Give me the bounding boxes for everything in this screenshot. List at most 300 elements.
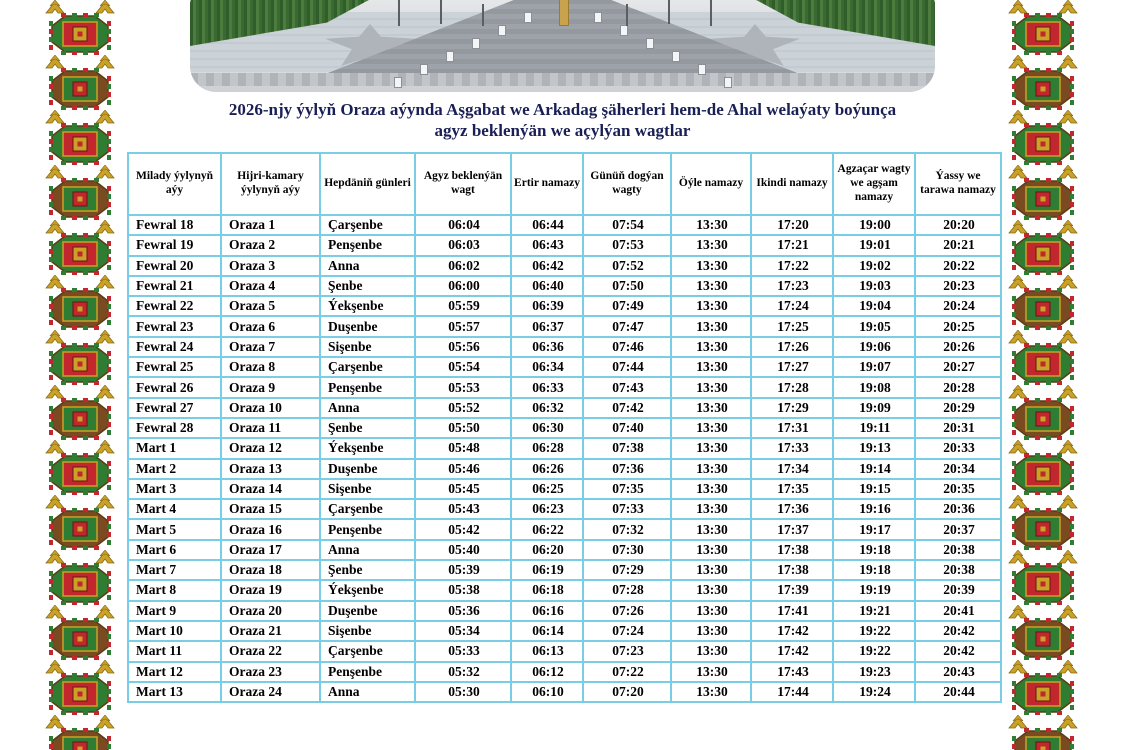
time-cell: 20:31 (915, 418, 1001, 438)
label-cell: Anna (320, 256, 415, 276)
carpet-chevron-pair (1008, 330, 1078, 344)
carpet-chevron-icon (95, 715, 115, 729)
carpet-chevron-pair (1008, 55, 1078, 69)
table-row (128, 377, 1001, 397)
time-cell: 06:42 (511, 256, 583, 276)
col-header-5: Günüň dogýan wagty (583, 153, 671, 215)
time-cell: 19:02 (833, 256, 915, 276)
carpet-chevron-icon (45, 0, 65, 14)
label-cell: Oraza 21 (221, 621, 320, 641)
label-cell: Fewral 26 (128, 377, 221, 397)
carpet-chevron-icon (95, 110, 115, 124)
time-cell: 13:30 (671, 377, 751, 397)
time-cell: 20:33 (915, 438, 1001, 458)
label-cell: Oraza 17 (221, 540, 320, 560)
carpet-border-unit (45, 165, 115, 220)
walkway-marker-post (724, 77, 732, 88)
time-cell: 20:37 (915, 519, 1001, 539)
label-cell: Fewral 28 (128, 418, 221, 438)
carpet-chevron-icon (95, 495, 115, 509)
carpet-chevron-icon (1008, 110, 1028, 124)
time-cell: 17:39 (751, 580, 833, 600)
label-cell: Fewral 19 (128, 235, 221, 255)
time-cell: 13:30 (671, 621, 751, 641)
carpet-chevron-pair (45, 440, 115, 454)
label-cell: Oraza 11 (221, 418, 320, 438)
label-cell: Oraza 23 (221, 662, 320, 682)
label-cell: Oraza 14 (221, 479, 320, 499)
lamp-pole (398, 0, 400, 26)
time-cell: 05:38 (415, 580, 511, 600)
carpet-border-unit (45, 220, 115, 275)
time-cell: 06:25 (511, 479, 583, 499)
pavement-apron (190, 86, 935, 92)
carpet-chevron-icon (1058, 715, 1078, 729)
time-cell: 13:30 (671, 256, 751, 276)
label-cell: Mart 5 (128, 519, 221, 539)
carpet-chevron-icon (1008, 660, 1028, 674)
carpet-chevron-pair (45, 220, 115, 234)
time-cell: 06:02 (415, 256, 511, 276)
table-row (128, 235, 1001, 255)
carpet-gul-medallion (49, 453, 111, 495)
time-cell: 05:46 (415, 459, 511, 479)
carpet-border-unit (45, 385, 115, 440)
time-cell: 19:05 (833, 316, 915, 336)
table-row (128, 662, 1001, 682)
label-cell: Fewral 18 (128, 215, 221, 235)
col-header-9: Ýassy we tarawa namazy (915, 153, 1001, 215)
page-title-line1: 2026-njy ýylyň Oraza aýynda Aşgabat we Arkadag şäherleri hem-de Ahal welaýaty boýunça (228, 100, 897, 119)
carpet-border-unit (1008, 385, 1078, 440)
carpet-gul-medallion (49, 508, 111, 550)
time-cell: 06:28 (511, 438, 583, 458)
carpet-border-unit (45, 330, 115, 385)
carpet-border-unit (45, 55, 115, 110)
time-cell: 05:48 (415, 438, 511, 458)
time-cell: 06:18 (511, 580, 583, 600)
time-cell: 07:38 (583, 438, 671, 458)
time-cell: 20:42 (915, 621, 1001, 641)
time-cell: 20:22 (915, 256, 1001, 276)
table-row (128, 499, 1001, 519)
time-cell: 13:30 (671, 580, 751, 600)
time-cell: 13:30 (671, 418, 751, 438)
walkway-marker-post (420, 64, 428, 75)
table-row (128, 276, 1001, 296)
time-cell: 07:52 (583, 256, 671, 276)
time-cell: 05:54 (415, 357, 511, 377)
time-cell: 13:30 (671, 316, 751, 336)
time-cell: 13:30 (671, 560, 751, 580)
time-cell: 05:52 (415, 398, 511, 418)
time-cell: 20:20 (915, 215, 1001, 235)
label-cell: Mart 4 (128, 499, 221, 519)
time-cell: 20:23 (915, 276, 1001, 296)
carpet-gul-medallion (1012, 618, 1074, 660)
carpet-gul-medallion (49, 13, 111, 55)
time-cell: 20:42 (915, 641, 1001, 661)
time-cell: 19:11 (833, 418, 915, 438)
carpet-chevron-icon (45, 275, 65, 289)
time-cell: 19:18 (833, 540, 915, 560)
time-cell: 17:27 (751, 357, 833, 377)
carpet-border-unit (1008, 495, 1078, 550)
time-cell: 07:47 (583, 316, 671, 336)
time-cell: 05:30 (415, 682, 511, 702)
time-cell: 06:12 (511, 662, 583, 682)
carpet-chevron-pair (45, 275, 115, 289)
carpet-chevron-pair (45, 385, 115, 399)
carpet-border-unit (45, 605, 115, 660)
time-cell: 20:41 (915, 601, 1001, 621)
time-cell: 19:24 (833, 682, 915, 702)
carpet-border-unit (45, 275, 115, 330)
time-cell: 06:44 (511, 215, 583, 235)
carpet-gul-medallion (1012, 673, 1074, 715)
time-cell: 07:22 (583, 662, 671, 682)
time-cell: 07:54 (583, 215, 671, 235)
carpet-chevron-icon (95, 55, 115, 69)
label-cell: Oraza 2 (221, 235, 320, 255)
carpet-chevron-icon (95, 275, 115, 289)
time-cell: 05:53 (415, 377, 511, 397)
label-cell: Oraza 18 (221, 560, 320, 580)
carpet-chevron-icon (95, 550, 115, 564)
carpet-chevron-icon (95, 165, 115, 179)
table-row (128, 357, 1001, 377)
carpet-chevron-icon (45, 440, 65, 454)
time-cell: 19:04 (833, 296, 915, 316)
label-cell: Mart 9 (128, 601, 221, 621)
time-cell: 17:37 (751, 519, 833, 539)
carpet-gul-medallion (49, 123, 111, 165)
label-cell: Fewral 24 (128, 337, 221, 357)
carpet-chevron-icon (45, 495, 65, 509)
carpet-chevron-pair (45, 495, 115, 509)
carpet-border-unit (45, 715, 115, 750)
time-cell: 05:36 (415, 601, 511, 621)
carpet-gul-medallion (1012, 233, 1074, 275)
walkway-marker-post (620, 25, 628, 36)
time-cell: 19:13 (833, 438, 915, 458)
time-cell: 07:23 (583, 641, 671, 661)
time-cell: 06:30 (511, 418, 583, 438)
time-cell: 17:38 (751, 560, 833, 580)
carpet-gul-medallion (49, 563, 111, 605)
time-cell: 19:21 (833, 601, 915, 621)
carpet-chevron-icon (1058, 0, 1078, 14)
time-cell: 06:10 (511, 682, 583, 702)
time-cell: 05:42 (415, 519, 511, 539)
carpet-chevron-icon (95, 385, 115, 399)
table-row (128, 540, 1001, 560)
time-cell: 19:03 (833, 276, 915, 296)
time-cell: 13:30 (671, 357, 751, 377)
time-cell: 19:17 (833, 519, 915, 539)
lamp-pole (626, 4, 628, 26)
carpet-chevron-icon (1008, 330, 1028, 344)
time-cell: 19:16 (833, 499, 915, 519)
carpet-chevron-icon (45, 110, 65, 124)
carpet-chevron-icon (95, 330, 115, 344)
time-cell: 07:46 (583, 337, 671, 357)
carpet-chevron-icon (45, 330, 65, 344)
carpet-chevron-icon (45, 715, 65, 729)
label-cell: Penşenbe (320, 519, 415, 539)
time-cell: 07:30 (583, 540, 671, 560)
time-cell: 07:50 (583, 276, 671, 296)
time-cell: 19:19 (833, 580, 915, 600)
carpet-chevron-icon (1008, 275, 1028, 289)
table-row (128, 580, 1001, 600)
carpet-gul-medallion (1012, 68, 1074, 110)
table-row (128, 601, 1001, 621)
carpet-border-unit (1008, 660, 1078, 715)
time-cell: 17:24 (751, 296, 833, 316)
time-cell: 07:32 (583, 519, 671, 539)
time-cell: 17:31 (751, 418, 833, 438)
carpet-chevron-icon (1058, 165, 1078, 179)
label-cell: Mart 13 (128, 682, 221, 702)
time-cell: 13:30 (671, 296, 751, 316)
time-cell: 20:21 (915, 235, 1001, 255)
carpet-border-unit (1008, 165, 1078, 220)
table-row (128, 256, 1001, 276)
time-cell: 17:35 (751, 479, 833, 499)
time-cell: 13:30 (671, 459, 751, 479)
label-cell: Mart 7 (128, 560, 221, 580)
carpet-chevron-icon (1008, 55, 1028, 69)
carpet-border-unit (45, 660, 115, 715)
time-cell: 17:21 (751, 235, 833, 255)
label-cell: Oraza 12 (221, 438, 320, 458)
carpet-border-unit (1008, 550, 1078, 605)
time-cell: 13:30 (671, 601, 751, 621)
table-row (128, 641, 1001, 661)
carpet-gul-medallion (1012, 13, 1074, 55)
table-row (128, 519, 1001, 539)
carpet-chevron-icon (45, 385, 65, 399)
walkway-marker-post (698, 64, 706, 75)
carpet-chevron-pair (1008, 440, 1078, 454)
carpet-chevron-icon (45, 165, 65, 179)
carpet-chevron-pair (1008, 275, 1078, 289)
label-cell: Oraza 1 (221, 215, 320, 235)
carpet-chevron-pair (45, 660, 115, 674)
time-cell: 07:28 (583, 580, 671, 600)
label-cell: Oraza 7 (221, 337, 320, 357)
carpet-gul-medallion (49, 288, 111, 330)
time-cell: 07:26 (583, 601, 671, 621)
carpet-gul-medallion (49, 178, 111, 220)
time-cell: 06:16 (511, 601, 583, 621)
carpet-gul-medallion (1012, 563, 1074, 605)
label-cell: Duşenbe (320, 459, 415, 479)
carpet-chevron-icon (1008, 550, 1028, 564)
lamp-pole (668, 0, 670, 24)
label-cell: Oraza 19 (221, 580, 320, 600)
label-cell: Ýekşenbe (320, 580, 415, 600)
carpet-gul-medallion (49, 728, 111, 750)
table-row (128, 459, 1001, 479)
time-cell: 05:56 (415, 337, 511, 357)
time-cell: 13:30 (671, 540, 751, 560)
label-cell: Fewral 27 (128, 398, 221, 418)
carpet-gul-medallion (1012, 178, 1074, 220)
time-cell: 17:20 (751, 215, 833, 235)
carpet-border-unit (1008, 330, 1078, 385)
time-cell: 06:20 (511, 540, 583, 560)
carpet-chevron-pair (45, 715, 115, 729)
label-cell: Oraza 4 (221, 276, 320, 296)
lamp-pole (710, 0, 712, 26)
carpet-border-unit (1008, 715, 1078, 750)
label-cell: Penşenbe (320, 662, 415, 682)
time-cell: 20:35 (915, 479, 1001, 499)
carpet-gul-medallion (1012, 123, 1074, 165)
time-cell: 06:26 (511, 459, 583, 479)
time-cell: 20:29 (915, 398, 1001, 418)
carpet-chevron-pair (1008, 550, 1078, 564)
label-cell: Oraza 22 (221, 641, 320, 661)
time-cell: 17:42 (751, 641, 833, 661)
walkway-marker-post (498, 25, 506, 36)
table-row (128, 337, 1001, 357)
carpet-chevron-icon (95, 440, 115, 454)
time-cell: 20:39 (915, 580, 1001, 600)
time-cell: 19:09 (833, 398, 915, 418)
time-cell: 19:08 (833, 377, 915, 397)
carpet-chevron-pair (1008, 220, 1078, 234)
carpet-chevron-icon (1008, 715, 1028, 729)
carpet-chevron-pair (45, 165, 115, 179)
carpet-chevron-icon (1058, 220, 1078, 234)
prayer-times-table (127, 152, 1002, 703)
label-cell: Oraza 9 (221, 377, 320, 397)
carpet-chevron-icon (1008, 220, 1028, 234)
time-cell: 13:30 (671, 519, 751, 539)
time-cell: 20:36 (915, 499, 1001, 519)
walkway-marker-post (472, 38, 480, 49)
carpet-gul-medallion (49, 233, 111, 275)
carpet-border-unit (1008, 440, 1078, 495)
walkway-marker-post (394, 77, 402, 88)
carpet-chevron-icon (1058, 660, 1078, 674)
carpet-border-unit (45, 550, 115, 605)
time-cell: 06:37 (511, 316, 583, 336)
label-cell: Şenbe (320, 560, 415, 580)
time-cell: 07:33 (583, 499, 671, 519)
time-cell: 17:36 (751, 499, 833, 519)
carpet-chevron-icon (1058, 440, 1078, 454)
label-cell: Oraza 6 (221, 316, 320, 336)
label-cell: Duşenbe (320, 601, 415, 621)
label-cell: Fewral 20 (128, 256, 221, 276)
time-cell: 17:22 (751, 256, 833, 276)
time-cell: 13:30 (671, 662, 751, 682)
carpet-gul-medallion (1012, 508, 1074, 550)
time-cell: 06:19 (511, 560, 583, 580)
time-cell: 05:45 (415, 479, 511, 499)
label-cell: Oraza 3 (221, 256, 320, 276)
time-cell: 05:40 (415, 540, 511, 560)
carpet-chevron-icon (1058, 330, 1078, 344)
time-cell: 07:20 (583, 682, 671, 702)
time-cell: 07:42 (583, 398, 671, 418)
carpet-gul-medallion (1012, 453, 1074, 495)
carpet-border-unit (1008, 220, 1078, 275)
table-header (128, 153, 1001, 215)
table-row (128, 560, 1001, 580)
walkway-marker-post (594, 12, 602, 23)
time-cell: 05:34 (415, 621, 511, 641)
label-cell: Şenbe (320, 276, 415, 296)
time-cell: 17:34 (751, 459, 833, 479)
carpet-chevron-icon (95, 0, 115, 14)
time-cell: 07:43 (583, 377, 671, 397)
time-cell: 06:03 (415, 235, 511, 255)
carpet-chevron-icon (1008, 0, 1028, 14)
label-cell: Sişenbe (320, 337, 415, 357)
time-cell: 19:14 (833, 459, 915, 479)
label-cell: Mart 6 (128, 540, 221, 560)
lamp-pole (482, 4, 484, 26)
time-cell: 07:29 (583, 560, 671, 580)
label-cell: Oraza 10 (221, 398, 320, 418)
time-cell: 06:36 (511, 337, 583, 357)
label-cell: Ýekşenbe (320, 438, 415, 458)
carpet-chevron-icon (45, 550, 65, 564)
label-cell: Fewral 23 (128, 316, 221, 336)
time-cell: 05:43 (415, 499, 511, 519)
label-cell: Mart 12 (128, 662, 221, 682)
label-cell: Sişenbe (320, 621, 415, 641)
carpet-gul-medallion (49, 398, 111, 440)
col-header-0: Milady ýylynyň aýy (128, 153, 221, 215)
time-cell: 13:30 (671, 337, 751, 357)
label-cell: Mart 2 (128, 459, 221, 479)
time-cell: 06:33 (511, 377, 583, 397)
time-cell: 07:49 (583, 296, 671, 316)
time-cell: 07:35 (583, 479, 671, 499)
label-cell: Oraza 20 (221, 601, 320, 621)
label-cell: Sişenbe (320, 479, 415, 499)
carpet-chevron-icon (1008, 385, 1028, 399)
carpet-chevron-icon (1008, 605, 1028, 619)
carpet-gul-medallion (49, 343, 111, 385)
label-cell: Penşenbe (320, 377, 415, 397)
label-cell: Çarşenbe (320, 357, 415, 377)
carpet-chevron-pair (1008, 605, 1078, 619)
time-cell: 19:07 (833, 357, 915, 377)
label-cell: Çarşenbe (320, 641, 415, 661)
time-cell: 19:23 (833, 662, 915, 682)
carpet-chevron-pair (45, 0, 115, 14)
time-cell: 05:39 (415, 560, 511, 580)
carpet-chevron-icon (1008, 495, 1028, 509)
label-cell: Ýekşenbe (320, 296, 415, 316)
label-cell: Fewral 25 (128, 357, 221, 377)
time-cell: 06:34 (511, 357, 583, 377)
time-cell: 17:26 (751, 337, 833, 357)
time-cell: 13:30 (671, 499, 751, 519)
time-cell: 20:44 (915, 682, 1001, 702)
time-cell: 05:33 (415, 641, 511, 661)
time-cell: 19:00 (833, 215, 915, 235)
carpet-gul-medallion (49, 618, 111, 660)
carpet-chevron-icon (1058, 110, 1078, 124)
